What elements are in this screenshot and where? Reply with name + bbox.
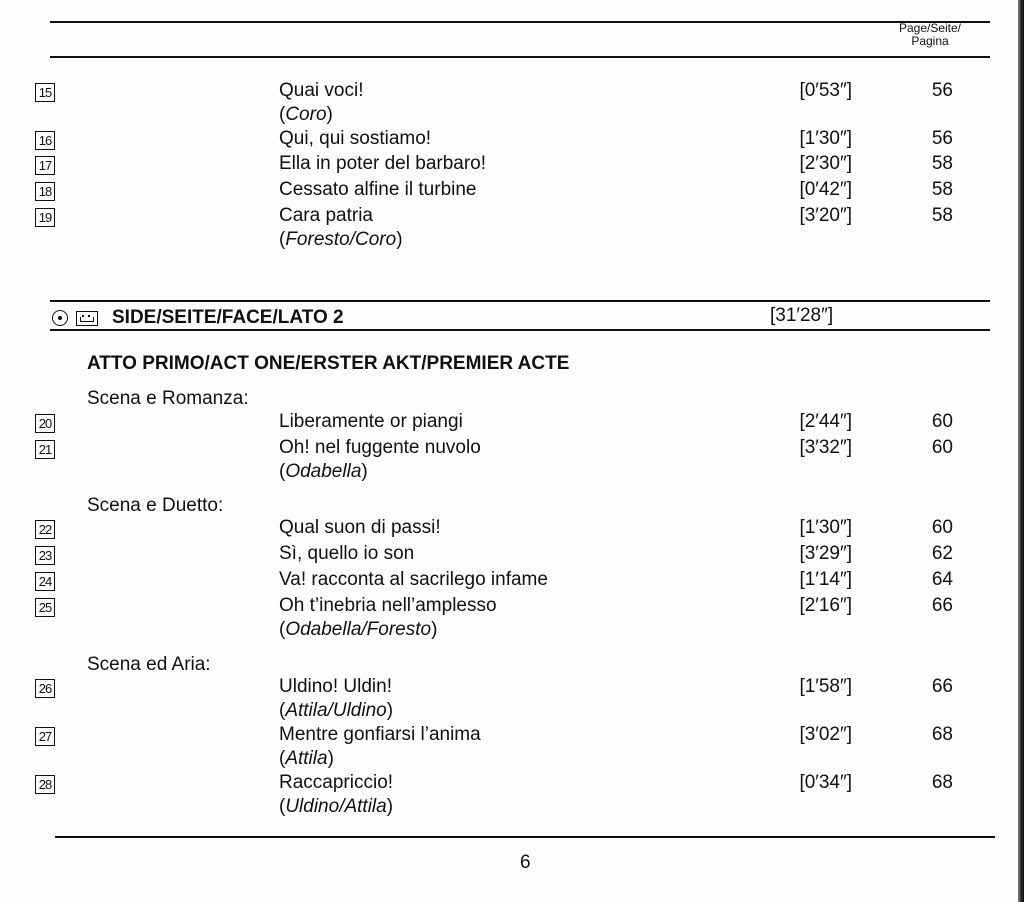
track-page: 66 <box>931 676 953 697</box>
track-page: 58 <box>931 179 953 200</box>
track-title: Qui, qui sostiamo! <box>279 128 432 149</box>
track-duration: [1′30″] <box>799 517 852 538</box>
track-performers: (Odabella) <box>279 461 368 482</box>
track-duration: [2′44″] <box>799 411 852 432</box>
track-duration: [2′16″] <box>799 595 852 616</box>
track-number-box: 24 <box>35 572 55 591</box>
performers-text: Attila <box>285 748 328 769</box>
side-heading <box>52 307 344 329</box>
track-number-box: 28 <box>35 775 55 794</box>
track-number-box: 17 <box>35 156 55 175</box>
track-duration: [0′42″] <box>799 179 852 200</box>
track-title: Oh t’inebria nell’amplesso <box>279 595 497 616</box>
track-duration: [0′53″] <box>799 80 852 101</box>
track-row <box>0 411 1010 436</box>
track-performers: (Uldino/Attila) <box>279 796 394 817</box>
track-duration: [3′20″] <box>799 205 852 226</box>
track-page: 56 <box>931 128 953 149</box>
track-duration: [1′14″] <box>799 569 852 590</box>
track-performers: (Coro) <box>279 104 333 125</box>
track-title: Mentre gonfiarsi l’anima <box>279 724 481 745</box>
track-title: Sì, quello io son <box>279 543 415 564</box>
side-label: SIDE/SEITE/FACE/LATO 2 <box>112 307 344 328</box>
cassette-icon <box>76 311 98 326</box>
cd-icon <box>52 310 68 326</box>
track-number-box: 27 <box>35 727 55 746</box>
track-page: 60 <box>931 411 953 432</box>
track-page: 56 <box>931 80 953 101</box>
track-title: Qual suon di passi! <box>279 517 441 538</box>
track-row <box>0 595 1010 640</box>
act-heading: ATTO PRIMO/ACT ONE/ERSTER AKT/PREMIER ACTE <box>87 353 570 374</box>
top-rule <box>50 21 990 23</box>
track-performers: (Attila/Uldino) <box>279 700 394 721</box>
track-number-box: 18 <box>35 182 55 201</box>
track-row <box>0 517 1010 542</box>
track-duration: [0′34″] <box>799 772 852 793</box>
scene-heading: Scena ed Aria: <box>87 654 211 675</box>
track-duration: [1′58″] <box>799 676 852 697</box>
track-title: Oh! nel fuggente nuvolo <box>279 437 481 458</box>
track-number-box: 16 <box>35 131 55 150</box>
track-number-box: 23 <box>35 546 55 565</box>
scene-heading: Scena e Romanza: <box>87 388 249 409</box>
track-page: 68 <box>931 724 953 745</box>
track-row <box>0 676 1010 721</box>
track-title: Quai voci! <box>279 80 364 101</box>
track-title: Cara patria <box>279 205 373 226</box>
track-page: 68 <box>931 772 953 793</box>
track-title: Uldino! Uldin! <box>279 676 392 697</box>
track-number-box: 19 <box>35 208 55 227</box>
track-title: Raccapriccio! <box>279 772 394 793</box>
side-duration: [31′28″] <box>770 305 834 326</box>
side-rule-bottom <box>50 329 990 331</box>
track-duration: [3′32″] <box>799 437 852 458</box>
track-page: 58 <box>931 205 953 226</box>
track-page: 58 <box>931 153 953 174</box>
track-number-box: 25 <box>35 598 55 617</box>
track-page: 60 <box>931 437 953 458</box>
performers-text: Odabella/Foresto <box>285 619 432 640</box>
track-page: 64 <box>931 569 953 590</box>
track-title: Ella in poter del barbaro! <box>279 153 487 174</box>
track-number-box: 20 <box>35 414 55 433</box>
track-page: 62 <box>931 543 953 564</box>
performers-text: Coro <box>285 104 327 125</box>
track-row <box>0 772 1010 817</box>
track-row <box>0 205 1010 250</box>
track-page: 66 <box>931 595 953 616</box>
track-row <box>0 569 1010 594</box>
track-performers: (Foresto/Coro) <box>279 229 403 250</box>
track-duration: [2′30″] <box>799 153 852 174</box>
scene-heading: Scena e Duetto: <box>87 495 224 516</box>
track-duration: [1′30″] <box>799 128 852 149</box>
track-performers: (Odabella/Foresto) <box>279 619 438 640</box>
track-row <box>0 543 1010 568</box>
track-performers: (Attila) <box>279 748 334 769</box>
track-number-box: 22 <box>35 520 55 539</box>
bottom-rule <box>55 836 995 838</box>
performers-text: Attila/Uldino <box>285 700 387 721</box>
track-row <box>0 153 1010 178</box>
performers-text: Foresto/Coro <box>285 229 397 250</box>
track-row <box>0 80 1010 125</box>
track-row <box>0 724 1010 769</box>
side-rule-top <box>50 300 990 302</box>
track-page: 60 <box>931 517 953 538</box>
track-number-box: 15 <box>35 83 55 102</box>
page-column-header: Page/Seite/ Pagina <box>898 21 962 48</box>
header-rule <box>50 56 990 58</box>
track-title: Cessato alfine il turbine <box>279 179 477 200</box>
track-title: Liberamente or piangi <box>279 411 463 432</box>
track-title: Va! racconta al sacrilego infame <box>279 569 548 590</box>
track-duration: [3′02″] <box>799 724 852 745</box>
track-duration: [3′29″] <box>799 543 852 564</box>
track-row <box>0 179 1010 204</box>
performers-text: Odabella <box>285 461 362 482</box>
page-number: 6 <box>520 852 531 873</box>
performers-text: Uldino/Attila <box>285 796 387 817</box>
track-number-box: 21 <box>35 440 55 459</box>
track-number-box: 26 <box>35 679 55 698</box>
track-row <box>0 437 1010 482</box>
track-row <box>0 128 1010 153</box>
page-edge-shadow <box>1018 0 1024 902</box>
